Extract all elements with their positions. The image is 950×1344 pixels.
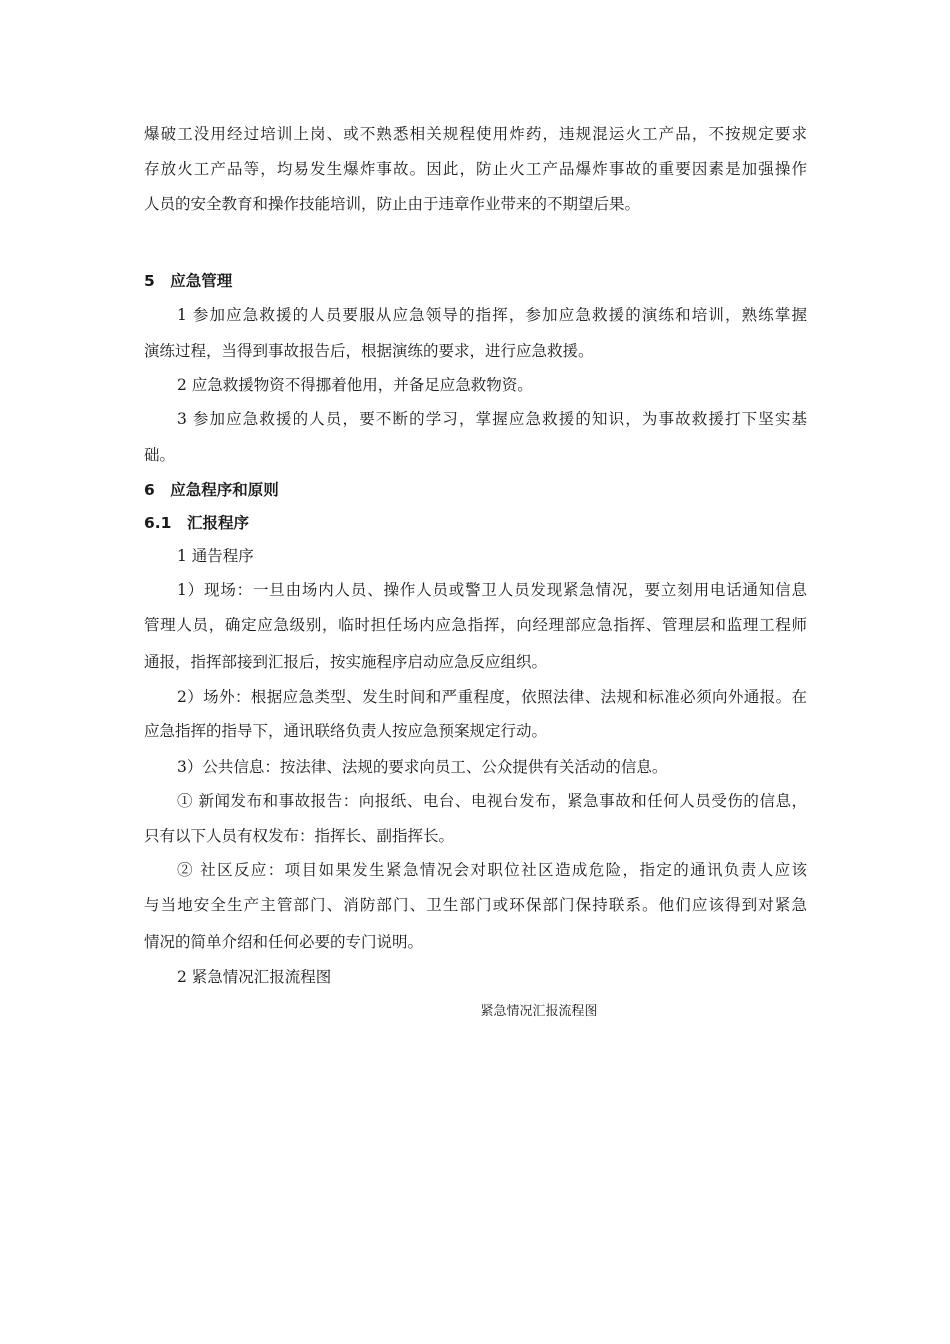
intro-line-2: 存放火工产品等，均易发生爆炸事故。因此，防止火工产品爆炸事故的重要因素是加强操作	[144, 160, 807, 178]
news-line-2: 只有以下人员有权发布：指挥长、副指挥长。	[144, 827, 455, 845]
onsite-line-1: 1）现场：一旦由场内人员、操作人员或警卫人员发现紧急情况，要立刻用电话通知信息	[177, 581, 807, 599]
flowchart-item: 2 紧急情况汇报流程图	[177, 968, 332, 986]
onsite-line-2: 管理人员，确定应急级别，临时担任场内应急指挥，向经理部应急指挥、管理层和监理工程师	[144, 616, 807, 634]
section-5-item-3-line-2: 础。	[144, 446, 176, 464]
section-5-heading: 5 应急管理	[144, 272, 233, 290]
onsite-line-3: 通报，指挥部接到汇报后，按实施程序启动应急反应组织。	[144, 653, 548, 671]
offsite-line-1: 2）场外：根据应急类型、发生时间和严重程度，依照法律、法规和标准必须向外通报。在	[177, 688, 807, 706]
community-line-1: ② 社区反应：项目如果发生紧急情况会对职位社区造成危险，指定的通讯负责人应该	[177, 861, 807, 879]
news-line-1: ① 新闻发布和事故报告：向报纸、电台、电视台发布，紧急事故和任何人员受伤的信息，	[177, 792, 807, 810]
offsite-line-2: 应急指挥的指导下，通讯联络负责人按应急预案规定行动。	[144, 722, 548, 740]
section-6-1-heading: 6.1 汇报程序	[144, 514, 249, 532]
notice-procedure: 1 通告程序	[177, 547, 254, 565]
public-info: 3）公共信息：按法律、法规的要求向员工、公众提供有关活动的信息。	[177, 758, 668, 776]
section-5-item-1-line-2: 演练过程，当得到事故报告后，根据演练的要求，进行应急救援。	[144, 342, 594, 360]
flowchart-caption: 紧急情况汇报流程图	[480, 1004, 598, 1019]
intro-line-1: 爆破工没用经过培训上岗、或不熟悉相关规程使用炸药，违规混运火工产品，不按规定要求	[144, 125, 807, 143]
section-5-item-1-line-1: 1 参加应急救援的人员要服从应急领导的指挥，参加应急救援的演练和培训，熟练掌握	[177, 306, 807, 324]
section-6-heading: 6 应急程序和原则	[144, 481, 279, 499]
community-line-3: 情况的简单介绍和任何必要的专门说明。	[144, 933, 424, 951]
community-line-2: 与当地安全生产主管部门、消防部门、卫生部门或环保部门保持联系。他们应该得到对紧急	[144, 896, 807, 914]
intro-line-3: 人员的安全教育和操作技能培训，防止由于违章作业带来的不期望后果。	[144, 195, 641, 213]
section-5-item-3-line-1: 3 参加应急救援的人员，要不断的学习，掌握应急救援的知识，为事故救援打下坚实基	[177, 410, 807, 428]
section-5-item-2: 2 应急救援物资不得挪着他用，并备足应急救物资。	[177, 376, 533, 394]
